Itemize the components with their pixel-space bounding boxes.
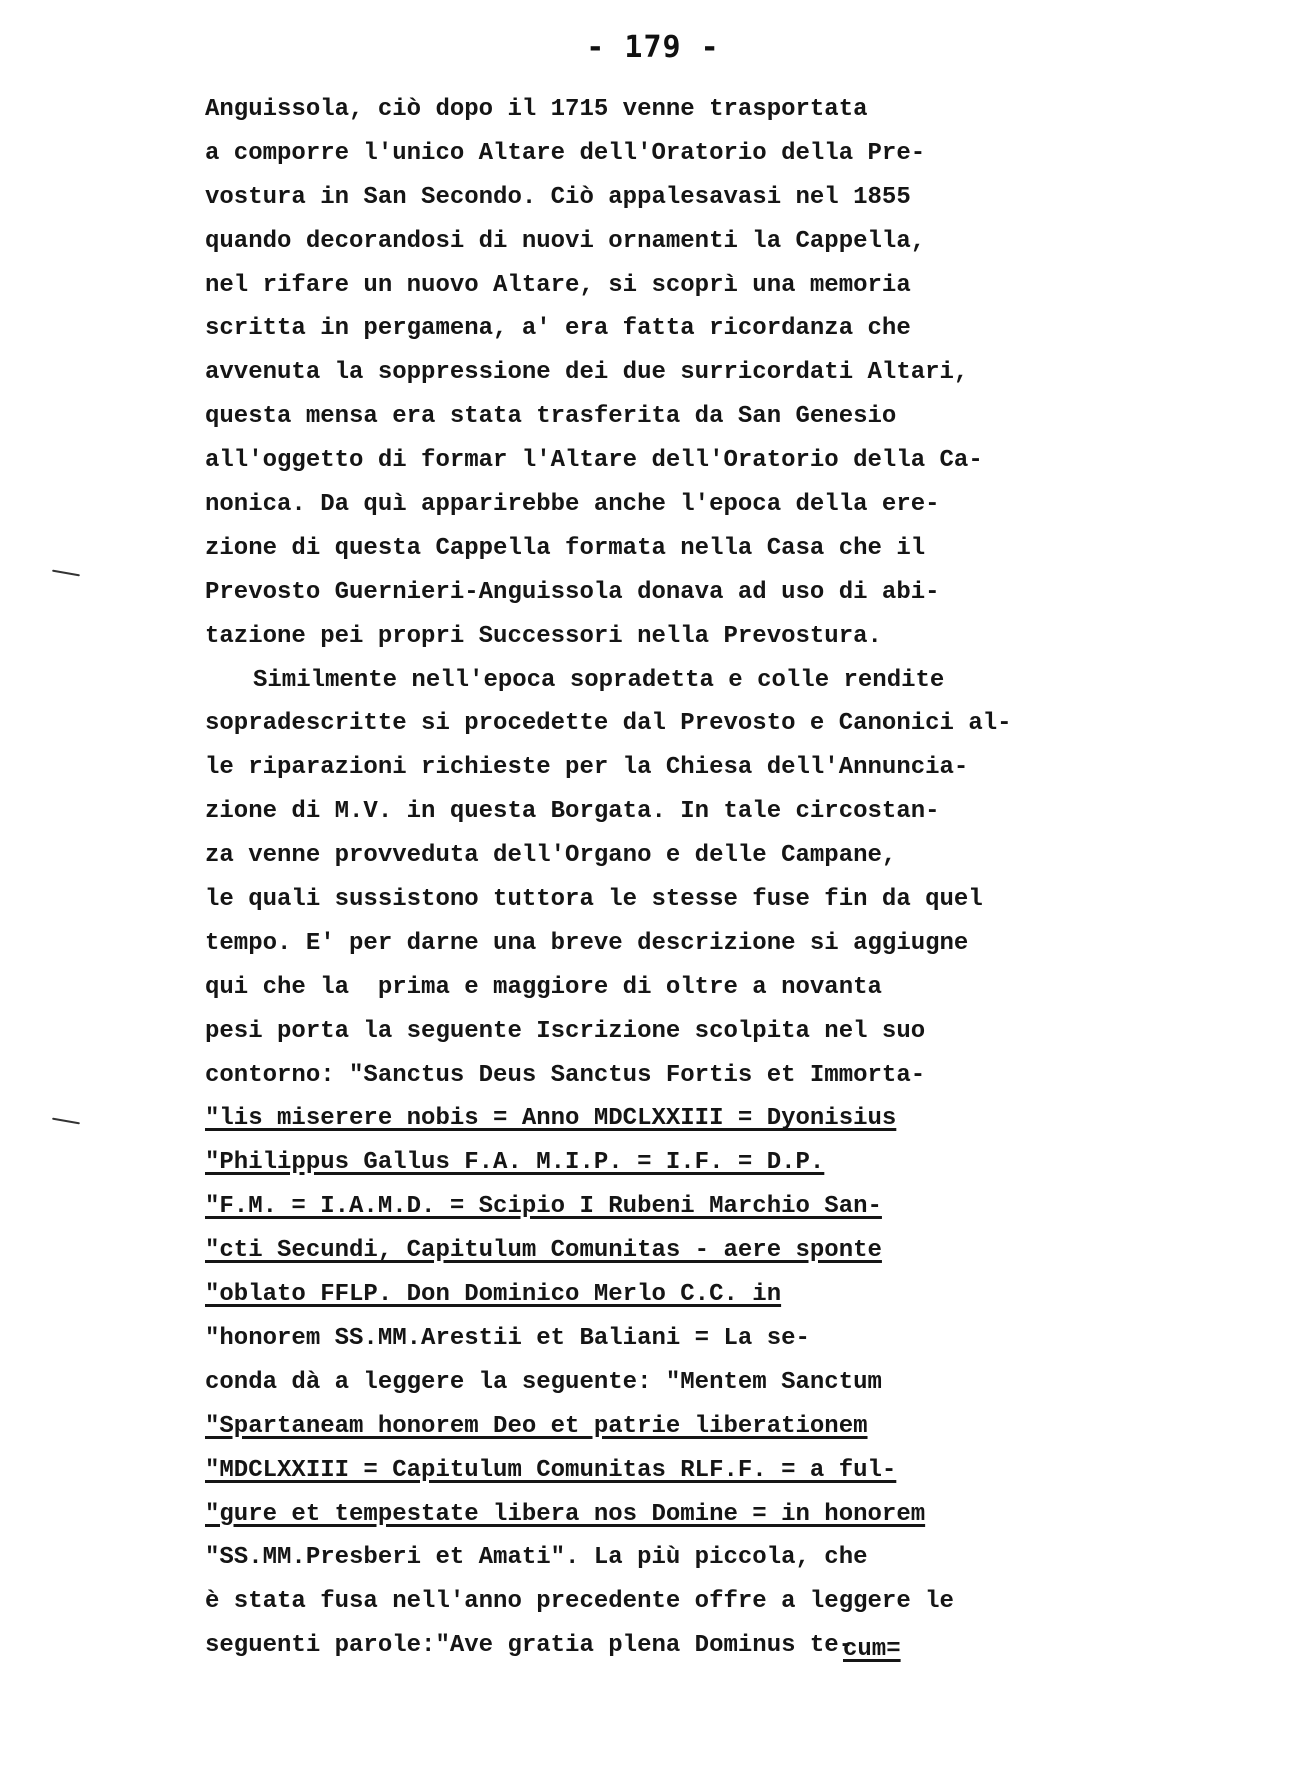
text-line: zione di M.V. in questa Borgata. In tale circostan-	[205, 798, 940, 826]
text-line: "Philippus Gallus F.A. M.I.P. = I.F. = D.P.	[205, 1149, 825, 1177]
text-line: seguenti parole:"Ave gratia plena Dominus te-	[205, 1632, 854, 1660]
text-line: "F.M. = I.A.M.D. = Scipio I Rubeni Marchio San-	[205, 1193, 882, 1221]
text-line: quando decorandosi di nuovi ornamenti la Cappella,	[205, 227, 926, 255]
text-line: le quali sussistono tuttora le stesse fuse fin da quel	[205, 886, 983, 914]
text-line: "honorem SS.MM.Arestii et Baliani = La se-	[205, 1324, 810, 1352]
text-line: "cti Secundi, Capitulum Comunitas - aere sponte	[205, 1237, 882, 1265]
body-text	[205, 88, 1085, 1668]
page-number: - 179 -	[586, 30, 720, 65]
text-line: avvenuta la soppressione dei due surricordati Altari,	[205, 359, 969, 387]
text-line: zione di questa Cappella formata nella Casa che il	[205, 534, 926, 562]
text-line: Prevosto Guernieri-Anguissola donava ad uso di abi-	[205, 578, 940, 606]
text-line: a comporre l'unico Altare dell'Oratorio della Pre-	[205, 139, 926, 167]
text-line: nel rifare un nuovo Altare, si scoprì una memoria	[205, 271, 911, 299]
text-line: Similmente nell'epoca sopradetta e colle rendite	[253, 666, 945, 694]
text-line: tempo. E' per darne una breve descrizione si aggiugne	[205, 929, 969, 957]
margin-mark	[52, 570, 80, 577]
text-line: sopradescritte si procedette dal Prevosto e Canonici al-	[205, 710, 1012, 738]
margin-mark	[52, 1118, 80, 1125]
text-line: contorno: "Sanctus Deus Sanctus Fortis et Immorta-	[205, 1061, 926, 1089]
text-line: nonica. Da quì apparirebbe anche l'epoca della ere-	[205, 491, 940, 519]
text-line: "MDCLXXIII = Capitulum Comunitas RLF.F. = a ful-	[205, 1456, 897, 1484]
text-line: pesi porta la seguente Iscrizione scolpita nel suo	[205, 1017, 926, 1045]
text-line: "SS.MM.Presberi et Amati". La più piccola, che	[205, 1544, 868, 1572]
continuation-word: cum=	[843, 1636, 901, 1663]
text-line: scritta in pergamena, a' era fatta ricordanza che	[205, 315, 911, 343]
text-line: qui che la prima e maggiore di oltre a novanta	[205, 973, 882, 1001]
text-line: all'oggetto di formar l'Altare dell'Oratorio della Ca-	[205, 447, 983, 475]
text-line: le riparazioni richieste per la Chiesa dell'Annuncia-	[205, 754, 969, 782]
text-line: za venne provveduta dell'Organo e delle Campane,	[205, 842, 897, 870]
text-line: "gure et tempestate libera nos Domine = in honorem	[205, 1500, 926, 1528]
text-line: questa mensa era stata trasferita da San Genesio	[205, 403, 897, 431]
text-line: "lis miserere nobis = Anno MDCLXXIII = Dyonisius	[205, 1105, 897, 1133]
text-line: Anguissola, ciò dopo il 1715 venne trasportata	[205, 96, 868, 123]
text-line: conda dà a leggere la seguente: "Mentem Sanctum	[205, 1368, 882, 1396]
text-line: "Spartaneam honorem Deo et patrie liberationem	[205, 1412, 868, 1440]
text-line: "oblato FFLP. Don Dominico Merlo C.C. in	[205, 1281, 782, 1309]
text-line: vostura in San Secondo. Ciò appalesavasi nel 1855	[205, 183, 911, 211]
text-line: è stata fusa nell'anno precedente offre a leggere le	[205, 1588, 954, 1616]
text-line: tazione pei propri Successori nella Prevostura.	[205, 622, 882, 650]
